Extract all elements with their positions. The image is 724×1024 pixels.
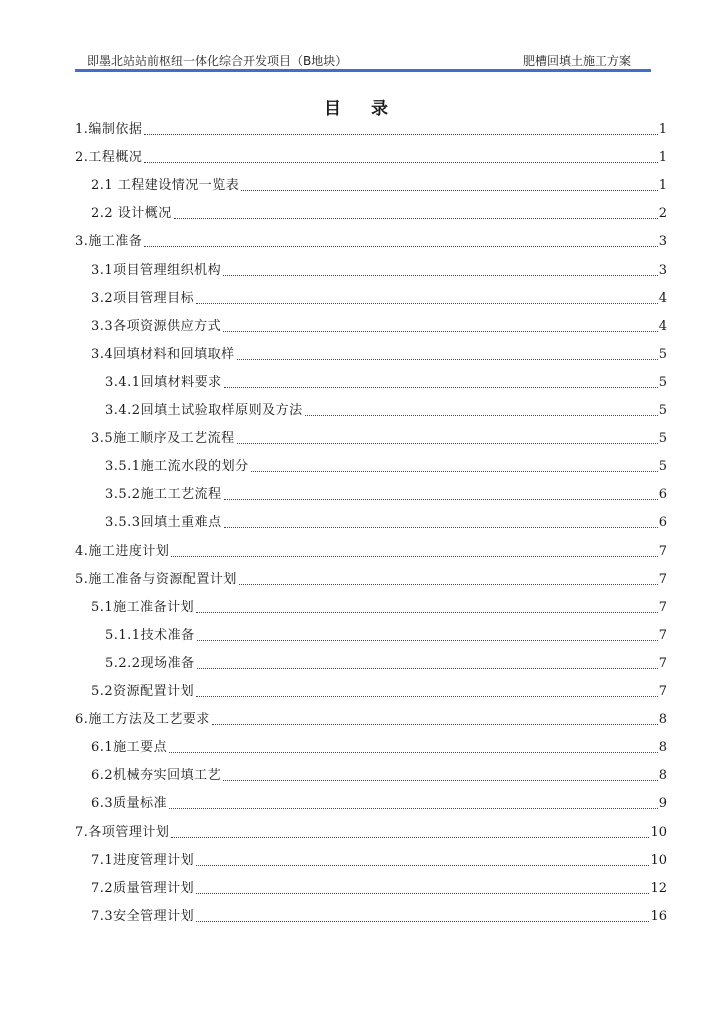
toc-page-number: 10 [650,824,667,840]
toc-dot-leader [169,808,658,809]
toc-page-number: 4 [658,318,667,334]
toc-dot-leader [144,134,657,135]
toc-page-number: 8 [658,768,667,784]
toc-entry-label: 3.5施工顺序及工艺流程 [91,431,235,447]
toc-entry-label: 3.3各项资源供应方式 [91,318,222,334]
toc-dot-leader [237,359,658,360]
toc-page-number: 9 [658,796,667,812]
toc-entry[interactable] [105,399,667,419]
toc-entry[interactable] [75,146,667,166]
toc-page-number: 1 [658,178,667,194]
toc-entry[interactable] [75,708,667,728]
toc-page-number: 2 [658,206,667,222]
header-rule [75,69,651,72]
toc-entry[interactable] [75,540,667,560]
toc-dot-leader [241,190,657,191]
toc-entry-label: 3.4回填材料和回填取样 [91,346,235,362]
toc-dot-leader [223,331,658,332]
toc-entry[interactable] [91,849,667,869]
toc-entry-label: 5.2.2现场准备 [105,655,195,671]
toc-entry-label: 3.施工准备 [75,234,143,250]
toc-page-number: 12 [650,880,667,896]
toc-dot-leader [224,387,658,388]
toc-entry[interactable] [105,371,667,391]
toc-entry[interactable] [91,792,667,812]
toc-entry-label: 2.1 工程建设情况一览表 [91,178,240,194]
toc-dot-leader [174,218,658,219]
toc-dot-leader [169,752,658,753]
toc-dot-leader [144,246,657,247]
toc-dot-leader [237,443,658,444]
toc-entry-label: 7.3安全管理计划 [91,908,195,924]
toc-entry-label: 2.2 设计概况 [91,206,172,222]
toc-page-number: 7 [658,627,667,643]
toc-dot-leader [171,837,649,838]
toc-entry[interactable] [105,624,667,644]
toc-page-number: 6 [658,487,667,503]
toc-entry[interactable] [75,230,667,250]
toc-dot-leader [212,724,658,725]
toc-title: 目 录 [324,99,400,119]
toc-page-number: 7 [658,543,667,559]
toc-entry-label: 1.编制依据 [75,122,143,137]
toc-page-number: 5 [658,374,667,390]
toc-entry-label: 5.2资源配置计划 [91,684,195,699]
toc-dot-leader [196,696,658,697]
toc-entry-label: 5.1施工准备计划 [91,599,195,615]
toc-page-number: 7 [658,571,667,587]
toc-entry-label: 4.施工进度计划 [75,543,170,559]
toc-entry-label: 3.1项目管理组织机构 [91,262,222,278]
toc-entry-label: 5.施工准备与资源配置计划 [75,571,237,587]
header-document-name: 肥槽回填土施工方案 [522,54,631,68]
toc-page-number: 5 [658,459,667,475]
toc-entry[interactable] [105,455,667,475]
toc-dot-leader [171,556,657,557]
toc-entry-label: 3.5.1施工流水段的划分 [105,459,249,475]
toc-page-number: 5 [658,403,667,418]
toc-entry[interactable] [105,652,667,672]
toc-entry[interactable] [75,821,667,841]
toc-page-number: 16 [650,908,667,924]
toc-entry-label: 3.4.2回填土试验取样原则及方法 [105,403,303,418]
toc-dot-leader [224,527,658,528]
header-project-name: 即墨北站站前枢纽一体化综合开发项目（B地块） [87,54,348,68]
toc-dot-leader [196,865,649,866]
toc-page-number: 7 [658,599,667,615]
toc-dot-leader [196,612,658,613]
toc-entry[interactable] [91,202,667,222]
toc-entry[interactable] [91,736,667,756]
toc-page-number: 3 [658,234,667,250]
toc-page-number: 5 [658,346,667,362]
toc-entry[interactable] [91,287,667,307]
toc-page-number: 8 [658,740,667,756]
toc-dot-leader [196,303,658,304]
toc-dot-leader [239,584,658,585]
toc-entry[interactable] [105,483,667,503]
toc-entry-label: 3.5.3回填土重难点 [105,515,222,531]
toc-page-number: 5 [658,431,667,447]
toc-dot-leader [305,415,658,416]
toc-entry-label: 3.5.2施工工艺流程 [105,487,222,503]
toc-entry[interactable] [105,511,667,531]
toc-entry-label: 6.3质量标准 [91,796,168,812]
toc-dot-leader [223,780,658,781]
toc-entry-label: 6.施工方法及工艺要求 [75,712,210,728]
toc-entry[interactable] [91,680,667,700]
toc-dot-leader [224,499,658,500]
toc-page-number: 7 [658,655,667,671]
toc-entry[interactable] [91,764,667,784]
toc-entry-label: 6.1施工要点 [91,740,168,756]
toc-entry-label: 3.4.1回填材料要求 [105,374,222,390]
toc-entry[interactable] [75,568,667,588]
toc-entry-label: 7.1进度管理计划 [91,852,195,868]
toc-page-number: 7 [658,684,667,699]
toc-entry-label: 5.1.1技术准备 [105,627,195,643]
toc-entry[interactable] [91,905,667,925]
toc-entry[interactable] [91,315,667,335]
toc-dot-leader [144,162,657,163]
toc-page-number: 8 [658,712,667,728]
toc-entry-label: 2.工程概况 [75,150,143,166]
toc-page-number: 4 [658,290,667,306]
toc-entry[interactable] [91,427,667,447]
toc-page-number: 10 [650,852,667,868]
toc-entry-label: 7.各项管理计划 [75,824,170,840]
toc-dot-leader [196,893,649,894]
toc-entry[interactable] [91,259,667,279]
toc-page-number: 6 [658,515,667,531]
toc-dot-leader [197,668,658,669]
toc-dot-leader [251,471,658,472]
toc-dot-leader [196,921,649,922]
toc-entry-label: 3.2项目管理目标 [91,290,195,306]
toc-entry[interactable] [91,174,667,194]
toc-entry[interactable] [91,596,667,616]
toc-entry-label: 6.2机械夯实回填工艺 [91,768,222,784]
toc-entry-label: 7.2质量管理计划 [91,880,195,896]
toc-page-number: 3 [658,262,667,278]
toc-page-number: 1 [658,150,667,166]
toc-page-number: 1 [658,122,667,137]
toc-entry[interactable] [75,118,667,138]
toc-entry[interactable] [91,343,667,363]
page-header [75,50,651,68]
toc-entry[interactable] [91,877,667,897]
toc-dot-leader [197,640,658,641]
toc-dot-leader [223,275,658,276]
